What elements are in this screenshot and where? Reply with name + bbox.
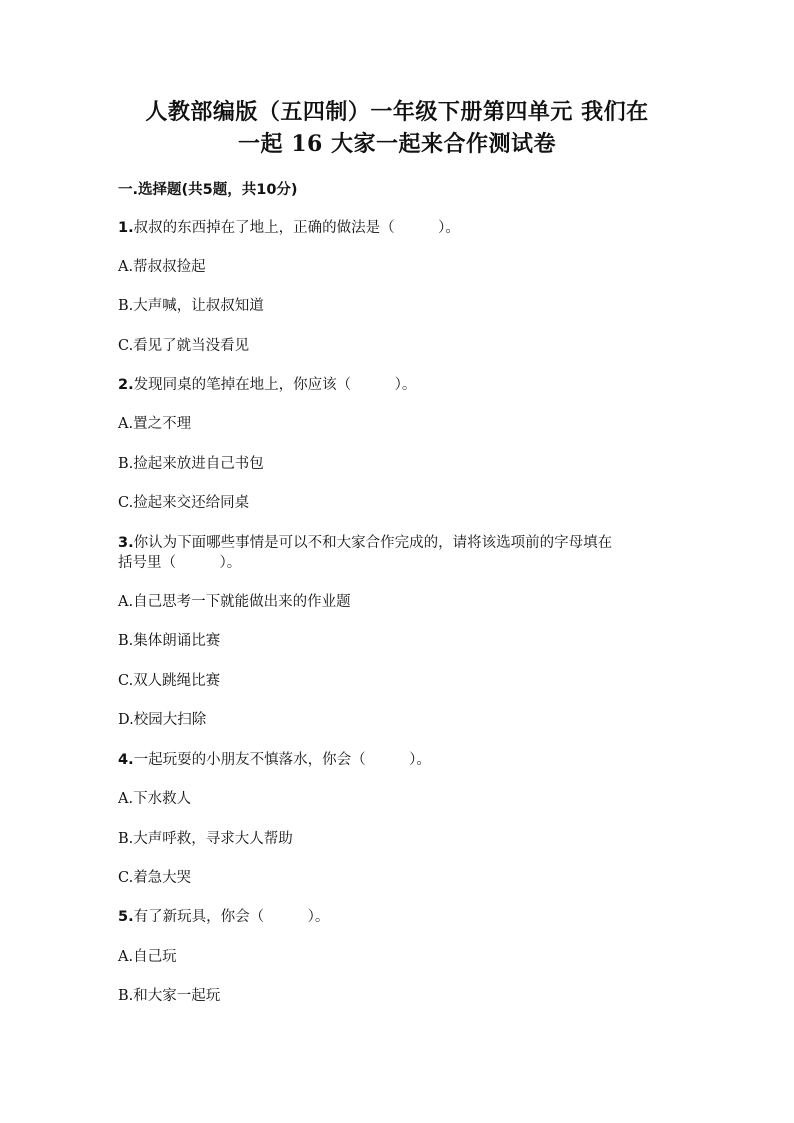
- option-text: 帮叔叔捡起: [133, 259, 206, 275]
- option-letter: A.: [118, 259, 134, 275]
- option-text: 双人跳绳比赛: [133, 673, 221, 689]
- option-letter: A.: [118, 594, 134, 610]
- option-text: 自己思考一下就能做出来的作业题: [133, 594, 351, 610]
- option-2b: [118, 454, 264, 474]
- option-letter: A.: [118, 416, 134, 432]
- question-number: 5.: [118, 909, 134, 925]
- option-1b: [118, 296, 264, 316]
- option-text: 着急大哭: [133, 870, 192, 886]
- section-heading: 一.选择题(共5题，共10分): [118, 182, 298, 198]
- option-5a: [118, 947, 177, 967]
- option-text: 自己玩: [133, 949, 177, 965]
- option-4b: [118, 829, 293, 849]
- page-title-line-2: 一起 16 大家一起来合作测试卷: [238, 131, 556, 157]
- option-letter: C.: [118, 870, 134, 886]
- option-3a: [118, 592, 351, 612]
- option-text: 捡起来交还给同桌: [133, 495, 250, 511]
- option-text: 下水救人: [133, 791, 192, 807]
- option-text: 校园大扫除: [133, 712, 207, 728]
- option-1c: [118, 336, 249, 356]
- page-title-line-1: 人教部编版（五四制）一年级下册第四单元 我们在: [145, 99, 649, 125]
- question-3: [118, 533, 612, 553]
- option-text: 捡起来放进自己书包: [133, 456, 264, 472]
- option-text: 和大家一起玩: [133, 988, 221, 1004]
- option-2a: [118, 414, 191, 434]
- question-3-continued: [118, 553, 241, 573]
- option-letter: C.: [118, 495, 134, 511]
- question-text: 叔叔的东西掉在了地上，正确的做法是（ ）。: [133, 220, 460, 236]
- option-2c: [118, 493, 249, 513]
- option-letter: B.: [118, 456, 134, 472]
- option-letter: B.: [118, 298, 134, 314]
- option-1a: [118, 257, 206, 277]
- question-number: 3.: [118, 535, 134, 551]
- question-text: 发现同桌的笔掉在地上，你应该（ ）。: [133, 377, 417, 393]
- question-text: 你认为下面哪些事情是可以不和大家合作完成的，请将该选项前的字母填在: [133, 535, 613, 551]
- option-text: 看见了就当没看见: [133, 338, 250, 354]
- question-text: 一起玩耍的小朋友不慎落水，你会（ ）。: [133, 752, 431, 768]
- option-text: 大声喊，让叔叔知道: [133, 298, 264, 314]
- question-number: 2.: [118, 377, 134, 393]
- question-2: [118, 375, 416, 395]
- option-4c: [118, 868, 191, 888]
- option-3b: [118, 631, 220, 651]
- question-number: 1.: [118, 220, 134, 236]
- option-letter: A.: [118, 791, 134, 807]
- option-letter: B.: [118, 831, 134, 847]
- option-5b: [118, 986, 220, 1006]
- option-letter: C.: [118, 338, 134, 354]
- option-text: 集体朗诵比赛: [133, 633, 221, 649]
- question-text-continued: 括号里（ ）。: [118, 555, 242, 571]
- option-3c: [118, 671, 220, 691]
- option-letter: C.: [118, 673, 134, 689]
- question-1: [118, 218, 460, 238]
- option-letter: A.: [118, 949, 134, 965]
- question-5: [118, 907, 329, 927]
- question-4: [118, 750, 431, 770]
- option-4a: [118, 789, 191, 809]
- option-3d: [118, 710, 206, 730]
- option-text: 置之不理: [133, 416, 192, 432]
- option-letter: D.: [118, 712, 134, 728]
- question-number: 4.: [118, 752, 134, 768]
- option-text: 大声呼救，寻求大人帮助: [133, 831, 293, 847]
- question-text: 有了新玩具，你会（ ）。: [133, 909, 330, 925]
- option-letter: B.: [118, 988, 134, 1004]
- option-letter: B.: [118, 633, 134, 649]
